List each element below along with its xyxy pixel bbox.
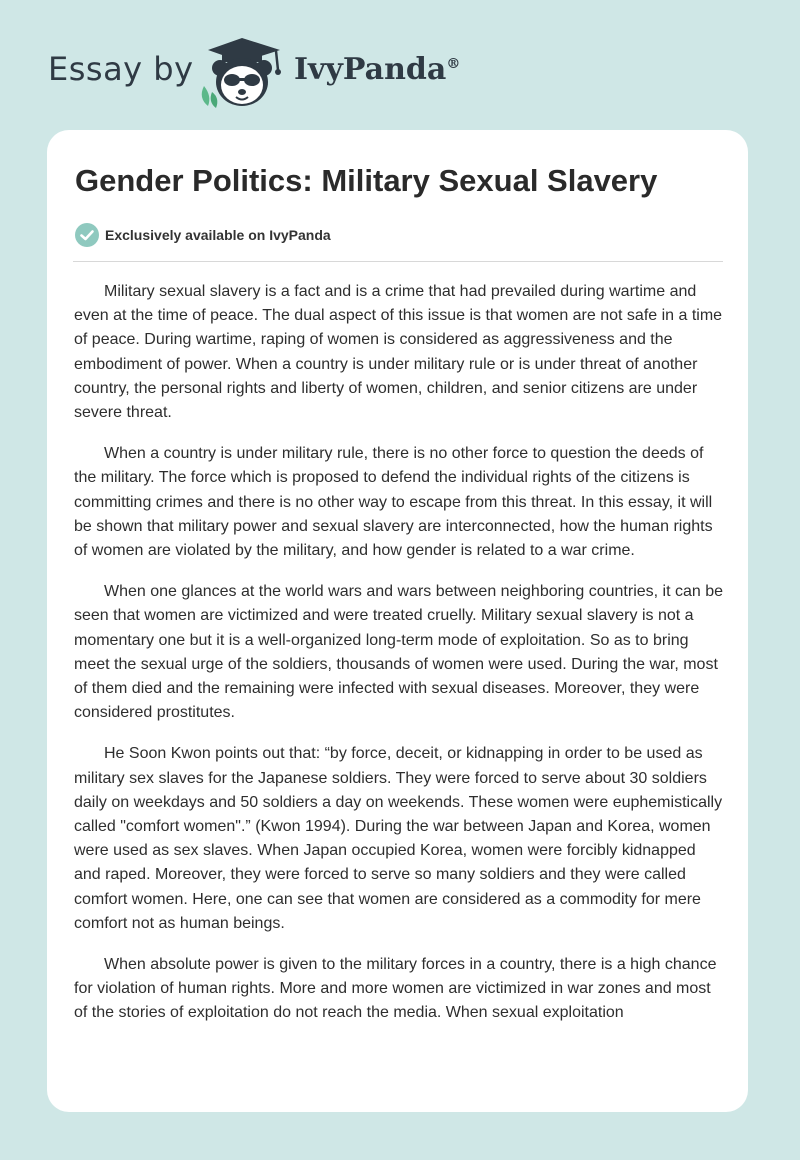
paragraph: When a country is under military rule, there is no other force to question the deeds of the military. The force which is proposed to defend the individual rights of the citizens is committing crimes and there is no other way to escape from this threat. In this essay, it will be shown that military power and sexual slavery are interconnected, how the human rights of women are violated by the military, and how gender is related to a war crime. xyxy=(74,445,713,560)
panda-graduate-icon xyxy=(198,36,290,110)
article-body xyxy=(74,280,724,1043)
paragraph: When absolute power is given to the military forces in a country, there is a high chance for violation of human rights. More and more women are victimized in war zones and most of the stories of exploitation do not reach the media. When sexual exploitation xyxy=(74,956,717,1022)
paragraph: When one glances at the world wars and wars between neighboring countries, it can be seen that women are victimized and were treated cruelly. Military sexual slavery is not a momentary one but it is a well-organized long-term mode of exploitation. So as to bring meet the sexual urge of the soldiers, thousands of women were used. During the war, most of them died and the remaining were infected with sexual diseases. Moreover, they were considered prostitutes. xyxy=(74,583,724,722)
brand-name xyxy=(294,52,460,87)
exclusive-badge xyxy=(75,223,331,247)
divider xyxy=(73,261,723,262)
brand-name-text: IvyPanda xyxy=(294,52,447,87)
paragraph: Military sexual slavery is a fact and is a crime that had prevailed during wartime and even at the time of peace. The dual aspect of this issue is that women are not safe in a time of peace. During wartime, raping of women is considered as aggressiveness and the embodiment of power. When a country is under military rule or is under threat of another country, the personal rights and liberty of women, children, and senior citizens are under severe threat. xyxy=(74,283,723,422)
site-header xyxy=(0,0,800,130)
exclusive-label: Exclusively available on IvyPanda xyxy=(105,227,331,243)
paragraph: He Soon Kwon points out that: “by force, deceit, or kidnapping in order to be used as military sex slaves for the Japanese soldiers. They were forced to serve about 30 soldiers daily on weekdays and 50 soldiers a day on weekends. These women were euphemistically called "comfort women".” (Kwon 1994). During the war between Japan and Korea, women were used as sex slaves. When Japan occupied Korea, women were forcibly kidnapped and raped. Moreover, they were forced to serve so many soldiers and they were called comfort women. Here, one can see that women are considered as a commodity for mere comfort not as human beings. xyxy=(74,745,723,932)
page-title: Gender Politics: Military Sexual Slavery xyxy=(75,163,658,198)
essay-by-label: Essay by xyxy=(48,50,194,88)
check-circle-icon xyxy=(75,223,99,247)
article-card xyxy=(47,130,748,1112)
registered-mark: ® xyxy=(446,56,461,72)
